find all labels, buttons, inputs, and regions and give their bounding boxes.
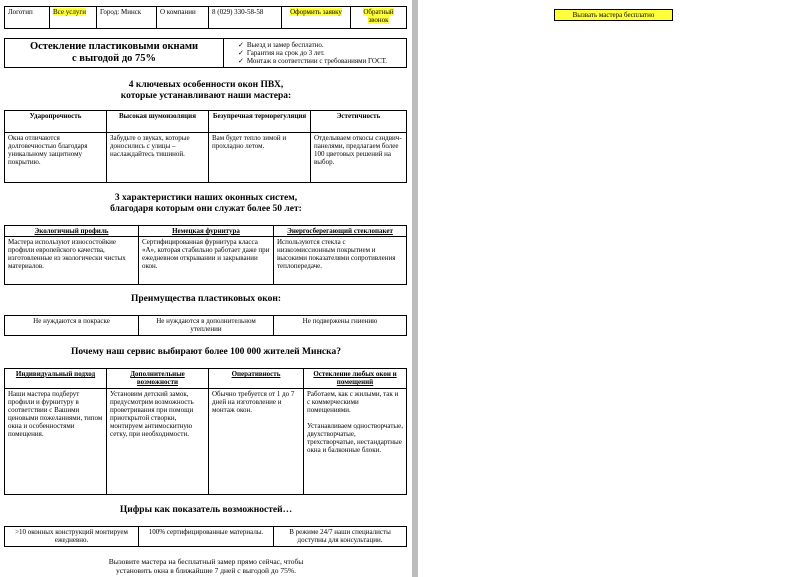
nav-phone[interactable]: 8 (029) 330-58-58 [209, 7, 282, 29]
why-heading: Почему наш сервис выбирают более 100 000 жителей Минска? [71, 347, 341, 357]
nav-order-button[interactable]: Оформить заявку [282, 7, 351, 29]
features-heading: 4 ключевых особенности окон ПВХ, которые устанавливают наши мастера: [120, 80, 292, 101]
hero-table [4, 38, 407, 68]
document-page-2 [418, 0, 800, 577]
feature-header: Высокая шумоизоляция [107, 111, 209, 133]
why-table [4, 368, 407, 495]
why-text: Наши мастера подберут профили и фурнитуру в соответствии с Вашими ценовыми пожеланиями, типом окна и особенностями помещения. [5, 389, 107, 495]
why-header: Оперативность [209, 369, 304, 389]
advantage-item: Не нуждаются в дополнительном утеплении [139, 316, 274, 336]
characteristic-text: Используются стекла с низкоэмиссионным покрытием и высокими показателями сопротивления теплопередаче. [274, 237, 407, 285]
nav-services[interactable]: Все услуги [50, 7, 97, 29]
characteristics-heading: 3 характеристики наших оконных систем, благодаря которым они служат более 50 лет: [110, 193, 302, 214]
number-item: >10 оконных конструкций монтируем ежедневно. [5, 527, 139, 547]
why-text: Работаем, как с жилыми, так и с коммерческими помещениями. Устанавливаем одностворчатые, двухстворчатые, трехстворчатые, нестандартные окна и балконные блоки. [304, 389, 407, 495]
characteristic-header: Экологичный профиль [5, 226, 139, 237]
advantage-item: Не подвержены гниению [274, 316, 407, 336]
characteristic-header: Немецкая фурнитура [139, 226, 274, 237]
feature-text: Окна отличаются долговечностью благодаря уникальному защитному покрытию. [5, 133, 107, 183]
why-text: Обычно требуется от 1 до 7 дней на изготовление и монтаж окон. [209, 389, 304, 495]
characteristics-table [4, 225, 407, 285]
check-icon: ✓ [238, 57, 244, 65]
feature-text: Вам будет тепло зимой и прохладно летом. [209, 133, 311, 183]
feature-header: Ударопрочность [5, 111, 107, 133]
why-extra-text: Устанавливаем одностворчатые, двухстворчатые, трехстворчатые, нестандартные окна и балконные блоки. [307, 422, 403, 454]
advantages-table [4, 315, 407, 336]
why-text: Установим детский замок, предусмотрим возможность проветривания при помощи приоткрытой створки, монтируем антимоскитную сетку, при необходимости. [107, 389, 209, 495]
check-icon: ✓ [238, 49, 244, 57]
cta-text: Вызовите мастера на бесплатный замер прямо сейчас, чтобы установить окна в ближайшие 7 дней с выгодой до 75%. [108, 557, 304, 575]
advantage-item: Не нуждаются в покраске [5, 316, 139, 336]
hero-title: Остекление пластиковыми окнами с выгодой до 75% [5, 39, 224, 68]
feature-header: Безупречная терморегуляция [209, 111, 311, 133]
nav-table [4, 6, 407, 29]
why-header: Индивидуальный подход [5, 369, 107, 389]
feature-text: Отделываем откосы сэндвич-панелями, предлагаем более 100 цветовых решений на выбор. [311, 133, 407, 183]
checklist-item: ✓ Гарантия на срок до 3 лет. [238, 49, 325, 57]
call-master-button[interactable]: Вызвать мастера бесплатно [554, 9, 673, 21]
number-item: В режиме 24/7 наши специалисты доступны для консультации. [274, 527, 407, 547]
nav-logo: Логотип [5, 7, 50, 29]
check-icon: ✓ [238, 41, 244, 49]
checklist-item: ✓ Выезд и замер бесплатно. [238, 41, 324, 49]
hero-checklist [224, 39, 407, 68]
nav-about[interactable]: О компании [157, 7, 209, 29]
nav-city[interactable]: Город: Минск [97, 7, 157, 29]
numbers-table [4, 526, 407, 547]
characteristic-text: Сертифицированная фурнитура класса «А», которая стабильно работает даже при ежедневном открывании и закрывании окон. [139, 237, 274, 285]
advantages-heading: Преимущества пластиковых окон: [130, 294, 281, 304]
features-table [4, 110, 407, 183]
characteristic-text: Мастера используют износостойкие профили европейского качества, изготовленные из экологически чистых материалов. [5, 237, 139, 285]
checklist-item: ✓ Монтаж в соответствии с требованиями ГОСТ. [238, 57, 388, 65]
numbers-heading: Цифры как показатель возможностей… [119, 505, 293, 515]
why-header: Дополнительные возможности [107, 369, 209, 389]
why-header: Остекление любых окон и помещений [304, 369, 407, 389]
characteristic-header: Энергосберегающий стеклопакет [274, 226, 407, 237]
feature-header: Эстетичность [311, 111, 407, 133]
number-item: 100% сертифицированные материалы. [139, 527, 274, 547]
nav-callback-button[interactable]: Обратный звонок [351, 7, 407, 29]
feature-text: Забудьте о звуках, которые доносились с улицы – наслаждайтесь тишиной. [107, 133, 209, 183]
